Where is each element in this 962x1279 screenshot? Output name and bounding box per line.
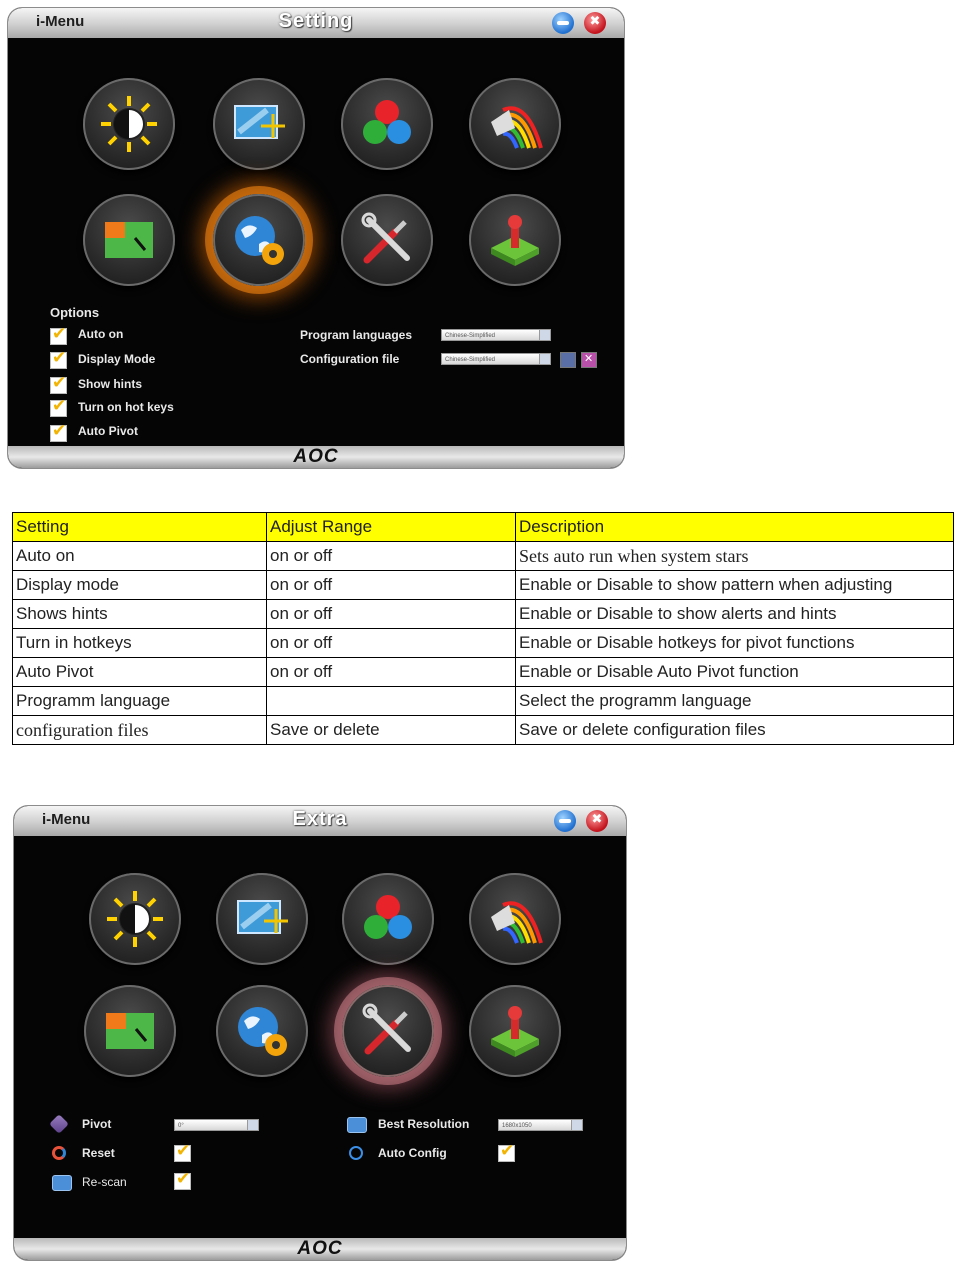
auto-pivot-label: Auto Pivot [78, 424, 138, 438]
auto-on-checkbox[interactable] [50, 328, 67, 345]
bottom-bar [14, 1238, 626, 1260]
table-cell: Auto on [13, 542, 267, 571]
table-cell: Sets auto run when system stars [516, 542, 954, 571]
table-cell: configuration files [13, 716, 267, 745]
best-resolution-icon [347, 1117, 367, 1133]
image-setup-icon[interactable] [213, 78, 305, 170]
close-button[interactable] [586, 810, 608, 832]
window-title: Extra [292, 808, 348, 830]
table-cell: Save or delete [267, 716, 516, 745]
table-row [13, 600, 954, 629]
title-bar[interactable] [8, 8, 624, 38]
table-cell: on or off [267, 571, 516, 600]
reset-label: Reset [82, 1146, 115, 1160]
auto-config-label: Auto Config [378, 1146, 447, 1160]
program-languages-select[interactable]: Chinese-Simplified [441, 329, 551, 341]
osd-setup-icon[interactable] [83, 194, 175, 286]
brand-logo: AOC [297, 1238, 343, 1259]
table-cell: Enable or Disable hotkeys for pivot functions [516, 629, 954, 658]
table-row [13, 687, 954, 716]
minimize-button[interactable] [554, 810, 576, 832]
configuration-file-select[interactable]: Chinese-Simplified [441, 353, 551, 365]
hot-keys-label: Turn on hot keys [78, 400, 174, 414]
imenu-extra-window [14, 806, 626, 1260]
brand-logo: AOC [293, 446, 339, 467]
table-row [13, 658, 954, 687]
auto-config-icon [349, 1146, 363, 1160]
color-setup-icon[interactable] [341, 78, 433, 170]
window-title: Setting [278, 10, 354, 32]
picture-boost-icon[interactable] [469, 78, 561, 170]
table-cell: Display mode [13, 571, 267, 600]
app-name: i-Menu [36, 13, 85, 30]
table-cell: Turn in hotkeys [13, 629, 267, 658]
picture-boost-icon[interactable] [469, 873, 561, 965]
brightness-icon[interactable] [83, 78, 175, 170]
table-header-row [13, 513, 954, 542]
app-name: i-Menu [42, 811, 91, 828]
image-setup-icon[interactable] [216, 873, 308, 965]
header-setting: Setting [13, 513, 267, 542]
pivot-icon [49, 1114, 69, 1134]
options-heading: Options [50, 305, 100, 320]
table-cell: Enable or Disable Auto Pivot function [516, 658, 954, 687]
settings-table [12, 512, 954, 745]
close-button[interactable] [584, 12, 606, 34]
minimize-button[interactable] [552, 12, 574, 34]
rescan-label: Re-scan [82, 1175, 127, 1189]
table-cell: Enable or Disable to show pattern when adjusting [516, 571, 954, 600]
imenu-setting-window [8, 8, 624, 468]
table-cell: Save or delete configuration files [516, 716, 954, 745]
show-hints-label: Show hints [78, 377, 142, 391]
best-resolution-select[interactable]: 1680x1050 [498, 1119, 583, 1131]
program-languages-label: Program languages [300, 328, 413, 342]
pivot-label: Pivot [82, 1117, 112, 1131]
table-cell: Auto Pivot [13, 658, 267, 687]
table-cell: on or off [267, 600, 516, 629]
table-cell: Enable or Disable to show alerts and hints [516, 600, 954, 629]
header-adjust-range: Adjust Range [267, 513, 516, 542]
table-row [13, 629, 954, 658]
auto-on-label: Auto on [78, 327, 124, 341]
exit-icon[interactable] [469, 194, 561, 286]
best-resolution-label: Best Resolution [378, 1117, 470, 1131]
rescan-icon [52, 1175, 72, 1191]
display-mode-label: Display Mode [78, 352, 156, 366]
auto-pivot-checkbox[interactable] [50, 425, 67, 442]
extra-tools-icon[interactable] [342, 985, 434, 1077]
settings-globe-icon[interactable] [216, 985, 308, 1077]
display-mode-checkbox[interactable] [50, 352, 67, 369]
color-setup-icon[interactable] [342, 873, 434, 965]
reset-checkbox[interactable] [174, 1145, 191, 1162]
table-row [13, 716, 954, 745]
settings-globe-icon[interactable] [213, 194, 305, 286]
table-cell: on or off [267, 629, 516, 658]
table-cell [267, 687, 516, 716]
extra-tools-icon[interactable] [341, 194, 433, 286]
delete-config-button[interactable] [581, 352, 597, 368]
exit-icon[interactable] [469, 985, 561, 1077]
table-cell: Shows hints [13, 600, 267, 629]
configuration-file-label: Configuration file [300, 352, 400, 366]
header-description: Description [516, 513, 954, 542]
save-config-button[interactable] [560, 352, 576, 368]
table-cell: Select the programm language [516, 687, 954, 716]
table-row [13, 542, 954, 571]
brightness-icon[interactable] [89, 873, 181, 965]
bottom-bar [8, 446, 624, 468]
pivot-select[interactable]: 0° [174, 1119, 259, 1131]
show-hints-checkbox[interactable] [50, 377, 67, 394]
table-row [13, 571, 954, 600]
table-cell: on or off [267, 658, 516, 687]
hot-keys-checkbox[interactable] [50, 400, 67, 417]
rescan-checkbox[interactable] [174, 1173, 191, 1190]
table-cell: on or off [267, 542, 516, 571]
reset-icon [52, 1146, 66, 1160]
table-cell: Programm language [13, 687, 267, 716]
osd-setup-icon[interactable] [84, 985, 176, 1077]
title-bar[interactable] [14, 806, 626, 836]
auto-config-checkbox[interactable] [498, 1145, 515, 1162]
